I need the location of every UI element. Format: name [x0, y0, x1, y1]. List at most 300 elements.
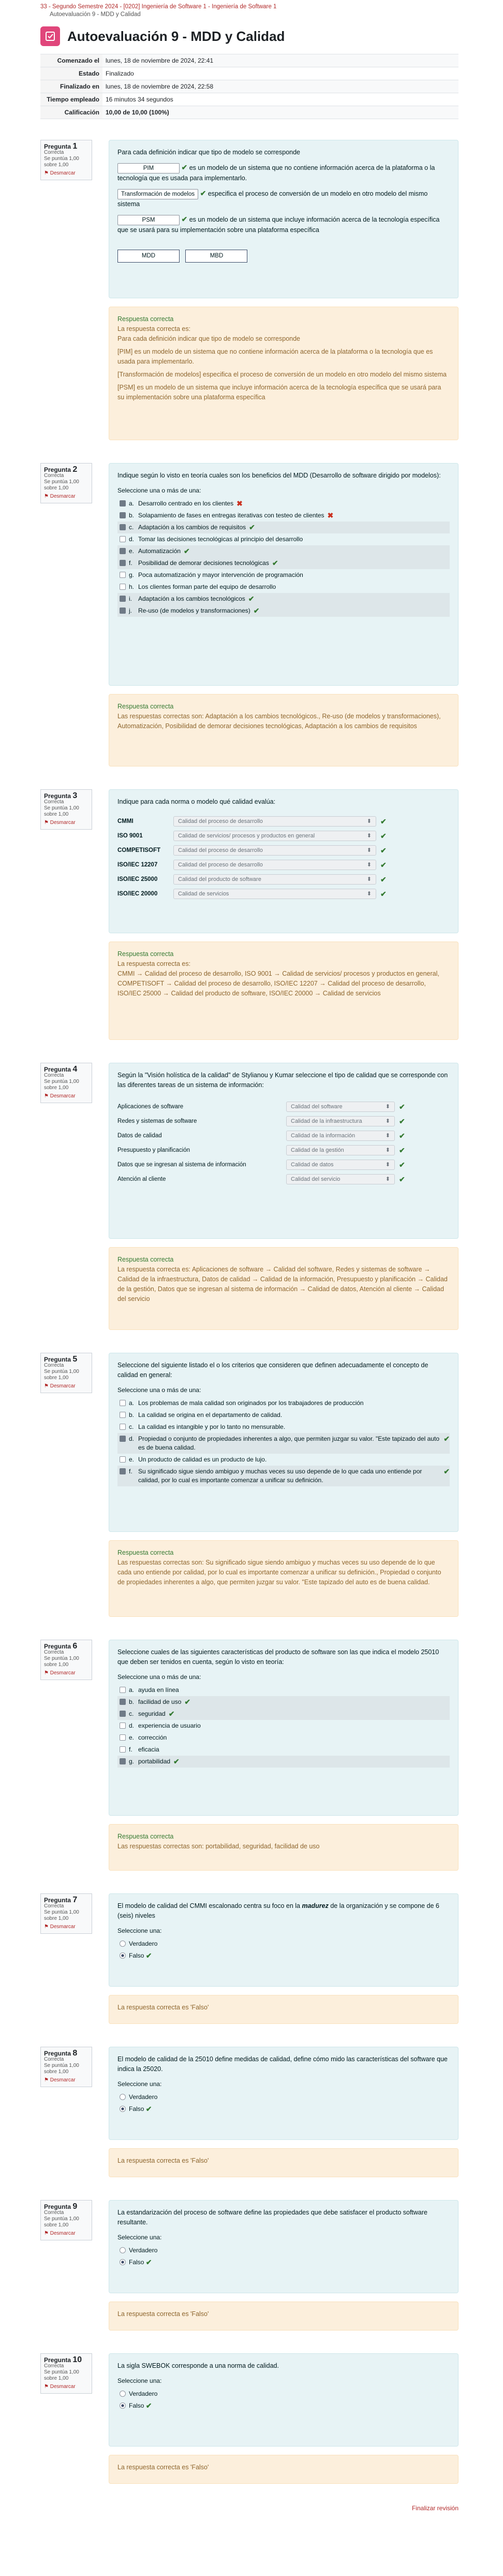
option-e[interactable] [117, 1732, 450, 1744]
question-state: Correcta [44, 2363, 64, 2369]
option-letter: d. [129, 1722, 135, 1729]
option-f[interactable] [117, 1466, 450, 1486]
match-row [117, 858, 450, 872]
question-6 [40, 1640, 458, 1871]
option-false[interactable]: Falso ✔ [117, 2400, 450, 2412]
question-2 [40, 463, 458, 766]
match-select[interactable] [286, 1102, 395, 1112]
question-prompt: Según la "Visión holística de la calidad" de Stylianou y Kumar seleccione el tipo de calidad que se corresponde con las diferentes tareas de un sistema de información: [117, 1072, 448, 1089]
match-label: ISO 9001 [117, 832, 143, 839]
question-1 [40, 140, 458, 440]
question-prompt: La estandarización del proceso de software define las propiedades que debe satisfacer el producto software resultante. [117, 2209, 427, 2226]
option-g[interactable] [117, 1756, 450, 1768]
question-number: Pregunta 6 [44, 1642, 78, 1651]
feedback-text: La respuesta correcta es 'Falso' [117, 2157, 209, 2164]
checkbox[interactable] [120, 1758, 126, 1764]
check-icon: ✔ [145, 2401, 152, 2410]
summary-key: Tiempo empleado [40, 93, 102, 106]
match-select[interactable] [286, 1131, 395, 1141]
match-row [117, 1157, 450, 1172]
match-row [117, 1099, 450, 1114]
drag-home-area [117, 250, 450, 263]
feedback [109, 942, 458, 1040]
select-value: Calidad de la gestión [291, 1147, 344, 1153]
check-icon: ✔ [253, 606, 260, 615]
summary-key: Calificación [40, 106, 102, 119]
option-text: ayuda en línea [138, 1686, 179, 1694]
match-select[interactable] [286, 1174, 395, 1184]
option-i[interactable] [117, 593, 450, 605]
chevron-down-icon: ⬍ [366, 818, 372, 824]
match-row [117, 872, 450, 887]
checkbox[interactable] [120, 1468, 126, 1474]
option-text: Los problemas de mala calidad son originados por los trabajadores de producción [138, 1399, 364, 1407]
match-label: CMMI [117, 818, 134, 824]
question-prompt: Indique para cada norma o modelo qué calidad evalúa: [117, 798, 276, 805]
option-b[interactable] [117, 1409, 450, 1421]
match-select[interactable] [173, 889, 376, 899]
feedback-text: La respuesta correcta es: Aplicaciones de software → Calidad del software, Redes y sistemas de software → Calidad de la infraestructura, Datos de calidad → Calidad de la información, Presupuesto y planificación → Calidad de la gestión, Datos que se ingresan al sistema de información → Calidad de datos, Atención al cliente → Calidad del servicio [117, 1266, 448, 1303]
option-a[interactable] [117, 1397, 450, 1409]
flag-button[interactable]: ⚑ Desmarcar [44, 170, 76, 176]
option-text: Solapamiento de fases en entregas iterativas con testeo de clientes [138, 512, 324, 519]
feedback-text: Para cada definición indicar que tipo de modelo se corresponde [117, 335, 301, 342]
question-info [40, 1640, 92, 1680]
match-select[interactable] [173, 816, 376, 827]
feedback [109, 307, 458, 440]
match-label: COMPETISOFT [117, 847, 161, 853]
option-text: Desarrollo centrado en los clientes [138, 500, 234, 507]
feedback [109, 694, 458, 766]
question-number: Pregunta 9 [44, 2202, 78, 2211]
checkbox[interactable] [120, 1711, 126, 1717]
option-letter: a. [129, 1686, 135, 1694]
option-letter: b. [129, 1411, 135, 1419]
finish-review-link[interactable]: Finalizar revisión [411, 2505, 458, 2512]
checkbox[interactable] [120, 1723, 126, 1729]
option-f[interactable] [117, 1744, 450, 1756]
option-b[interactable] [117, 1696, 450, 1708]
checkbox[interactable] [120, 1436, 126, 1442]
flag-button[interactable]: ⚑ Desmarcar [44, 2384, 76, 2390]
option-letter: a. [129, 500, 135, 507]
checkbox[interactable] [120, 1456, 126, 1463]
drag-item[interactable]: MDD [117, 250, 180, 263]
checkbox[interactable] [120, 1400, 126, 1406]
option-text: La calidad se origina en el departamento de calidad. [138, 1411, 283, 1419]
check-icon: ✔ [380, 875, 387, 884]
question-number: Pregunta 8 [44, 2049, 78, 2058]
question-formulation [109, 789, 458, 933]
feedback-text: [PIM] es un modelo de un sistema que no contiene información acerca de la plataforma o la tecnología que es usada para implementarlo. [117, 348, 433, 365]
option-text: Automatización [138, 547, 181, 555]
match-label: Atención al cliente [117, 1176, 166, 1182]
chevron-down-icon: ⬍ [385, 1147, 390, 1153]
question-info [40, 2047, 92, 2087]
option-c[interactable] [117, 522, 450, 533]
chevron-down-icon: ⬍ [366, 890, 372, 897]
checkbox[interactable] [120, 500, 126, 506]
check-icon: ✔ [399, 1160, 405, 1169]
check-icon: ✔ [399, 1175, 405, 1183]
breadcrumb-current[interactable]: Autoevaluación 9 - MDD y Calidad [50, 11, 141, 18]
option-false[interactable]: Falso ✔ [117, 2256, 450, 2268]
match-label: Datos que se ingresan al sistema de información [117, 1161, 246, 1168]
flag-button[interactable]: ⚑ Desmarcar [44, 494, 76, 499]
select-value: Calidad del software [291, 1103, 343, 1110]
question-score: Se puntúa 1,00 sobre 1,00 [44, 2369, 79, 2381]
check-icon: ✔ [443, 1435, 450, 1443]
question-state: Correcta [44, 1363, 64, 1368]
option-text: portabilidad [138, 1758, 171, 1765]
question-prompt: Para cada definición indicar que tipo de modelo se corresponde [117, 149, 301, 156]
select-value: Calidad de servicios [178, 890, 229, 897]
feedback-title: Respuesta correcta [117, 950, 174, 958]
checkbox[interactable] [120, 1734, 126, 1741]
checkbox[interactable] [120, 596, 126, 602]
question-info [40, 2200, 92, 2240]
question-formulation [109, 463, 458, 686]
feedback-title: Respuesta correcta [117, 1833, 174, 1840]
feedback-line: La respuesta correcta es: [117, 960, 191, 967]
question-prompt: El modelo de calidad del CMMI escalonado centra su foco en la madurez de la organización y se compone de 6 (seis) niveles [117, 1902, 439, 1919]
select-value: Calidad de la información [291, 1132, 356, 1139]
question-number: Pregunta 7 [44, 1895, 78, 1904]
question-number: Pregunta 1 [44, 142, 78, 151]
match-row [117, 1143, 450, 1157]
summary-value: lunes, 18 de noviembre de 2024, 22:58 [102, 80, 458, 93]
match-row [117, 829, 450, 843]
select-label: Seleccione una o más de una: [117, 1673, 201, 1681]
feedback-title: Respuesta correcta [117, 315, 174, 323]
attempt-summary [40, 54, 458, 119]
question-formulation [109, 1893, 458, 1987]
match-label: ISO/IEC 12207 [117, 861, 158, 868]
option-letter: g. [129, 1758, 135, 1765]
chevron-down-icon: ⬍ [366, 832, 372, 839]
question-info [40, 789, 92, 830]
option-letter: j. [129, 607, 132, 614]
question-8 [40, 2047, 458, 2177]
check-icon: ✔ [145, 2258, 152, 2266]
option-text: Tomar las decisiones tecnológicas al principio del desarrollo [138, 536, 303, 543]
question-state: Correcta [44, 799, 64, 805]
check-icon: ✔ [181, 163, 188, 171]
select-value: Calidad del proceso de desarrollo [178, 818, 263, 824]
chevron-down-icon: ⬍ [385, 1132, 390, 1139]
question-state: Correcta [44, 473, 64, 479]
question-text: es un modelo de un sistema que incluye información acerca de la tecnología específica que se usará para su implementación sobre una plataforma específica [117, 216, 440, 234]
feedback [109, 2302, 458, 2331]
question-5 [40, 1353, 458, 1617]
option-false[interactable]: Falso ✔ [117, 2103, 450, 2115]
option-c[interactable] [117, 1708, 450, 1720]
question-prompt: Indique según lo visto en teoría cuales son los beneficios del MDD (Desarrollo de software dirigido por modelos): [117, 472, 441, 479]
checkbox[interactable] [120, 524, 126, 530]
check-icon: ✔ [399, 1131, 405, 1140]
option-c[interactable] [117, 1421, 450, 1433]
option-false[interactable]: Falso ✔ [117, 1950, 450, 1962]
checkbox[interactable] [120, 572, 126, 578]
option-f[interactable] [117, 557, 450, 569]
option-h[interactable] [117, 581, 450, 593]
options-list [117, 1684, 450, 1768]
question-prompt: Seleccione cuales de las siguientes características del producto de software son las que indica el modelo 25010 que deben ser tenidos en cuenta, según lo visto en teoría: [117, 1648, 439, 1666]
breadcrumb [0, 0, 503, 19]
option-text: Propiedad o conjunto de propiedades inherentes a algo, que permiten juzgar su valor. "Este tapizado del auto es de buena calidad. [138, 1435, 439, 1451]
match-row [117, 843, 450, 858]
option-text: Adaptación a los cambios tecnológicos [138, 595, 245, 602]
question-score: Se puntúa 1,00 sobre 1,00 [44, 2063, 79, 2075]
drop-box[interactable]: PIM [117, 163, 180, 173]
option-j[interactable] [117, 605, 450, 617]
question-3 [40, 789, 458, 1040]
select-value: Calidad del proceso de desarrollo [178, 861, 263, 868]
question-number: Pregunta 4 [44, 1065, 78, 1074]
summary-value: lunes, 18 de noviembre de 2024, 22:41 [102, 54, 458, 67]
check-icon: ✔ [380, 817, 387, 826]
question-text: es un modelo de un sistema que no contiene información acerca de la plataforma o la tecnología que es usada para implementarlo. [117, 164, 435, 182]
option-text: Los clientes forman parte del equipo de desarrollo [138, 583, 276, 590]
flag-button[interactable]: ⚑ Desmarcar [44, 2077, 76, 2083]
question-7 [40, 1893, 458, 2024]
check-icon: ✔ [443, 1467, 450, 1475]
option-d[interactable] [117, 1433, 450, 1454]
option-text: corrección [138, 1734, 167, 1741]
option-letter: f. [129, 1468, 132, 1475]
checkbox[interactable] [120, 607, 126, 614]
option-text: Posibilidad de demorar decisiones tecnológicas [138, 559, 269, 567]
feedback [109, 2148, 458, 2177]
question-10 [40, 2353, 458, 2484]
option-letter: i. [129, 595, 132, 602]
question-info [40, 2353, 92, 2394]
option-text: facilidad de uso [138, 1698, 182, 1705]
option-letter: b. [129, 1698, 135, 1705]
match-select[interactable] [173, 874, 376, 885]
option-text: experiencia de usuario [138, 1722, 201, 1729]
question-formulation [109, 1640, 458, 1816]
feedback [109, 1540, 458, 1617]
question-number: Pregunta 3 [44, 791, 78, 800]
option-text: Su significado sigue siendo ambiguo y muchas veces su uso depende de lo que cada uno entiende por calidad, por lo cual es importante comenzar a unificar su definición. [138, 1468, 422, 1484]
select-label: Seleccione una: [117, 2234, 162, 2241]
check-icon: ✔ [399, 1117, 405, 1125]
match-row [117, 887, 450, 901]
check-icon: ✔ [380, 831, 387, 840]
option-e[interactable] [117, 1454, 450, 1466]
breadcrumb-course[interactable]: 33 - Segundo Semestre 2024 - [0202] Ingeniería de Software 1 - Ingeniería de Software 1 [40, 4, 277, 10]
match-select[interactable] [173, 845, 376, 856]
question-formulation [109, 1063, 458, 1239]
question-score: Se puntúa 1,00 sobre 1,00 [44, 1909, 79, 1921]
check-icon: ✔ [248, 595, 255, 603]
option-true[interactable]: Verdadero [117, 2091, 450, 2103]
match-label: Datos de calidad [117, 1132, 162, 1139]
question-info [40, 463, 92, 503]
drag-item[interactable]: MBD [185, 250, 247, 263]
question-state: Correcta [44, 1649, 64, 1655]
check-icon: ✔ [399, 1102, 405, 1111]
question-formulation [109, 2353, 458, 2447]
match-select[interactable] [286, 1145, 395, 1155]
feedback-title: Respuesta correcta [117, 1549, 174, 1556]
checkbox[interactable] [120, 548, 126, 554]
select-label: Seleccione una: [117, 1927, 162, 1934]
option-true[interactable]: Verdadero [117, 1938, 450, 1950]
summary-value: 10,00 de 10,00 (100%) [102, 106, 458, 119]
match-label: Redes y sistemas de software [117, 1118, 197, 1124]
select-value: Calidad del servicio [291, 1176, 341, 1182]
option-text: seguridad [138, 1710, 166, 1717]
cross-icon: ✖ [236, 499, 243, 508]
option-d[interactable] [117, 533, 450, 545]
check-icon: ✔ [380, 846, 387, 855]
match-label: Presupuesto y planificación [117, 1147, 190, 1153]
option-d[interactable] [117, 1720, 450, 1732]
feedback-text: [PSM] es un modelo de un sistema que incluye información acerca de la tecnología específica que se usará para su implementación sobre una plataforma específica [117, 384, 441, 401]
flag-button[interactable]: ⚑ Desmarcar [44, 1383, 76, 1389]
option-text: Adaptación a los cambios de requisitos [138, 524, 246, 531]
option-text: eficacia [138, 1746, 159, 1753]
feedback-title: Respuesta correcta [117, 703, 174, 710]
question-formulation [109, 1353, 458, 1532]
select-label: Seleccione una: [117, 2080, 162, 2088]
summary-key: Finalizado en [40, 80, 102, 93]
summary-value: Finalizado [102, 67, 458, 80]
question-formulation [109, 2047, 458, 2140]
question-prompt: El modelo de calidad de la 25010 define medidas de calidad, define cómo mido las características del software que indica la 25020. [117, 2056, 448, 2073]
match-label: Aplicaciones de software [117, 1103, 184, 1110]
option-a[interactable] [117, 498, 450, 510]
select-value: Calidad del proceso de desarrollo [178, 847, 263, 853]
question-score: Se puntúa 1,00 sobre 1,00 [44, 2216, 79, 2228]
question-state: Correcta [44, 1903, 64, 1909]
question-number: Pregunta 10 [44, 2355, 82, 2364]
option-letter: e. [129, 547, 135, 555]
option-e[interactable] [117, 545, 450, 557]
select-value: Calidad de datos [291, 1161, 334, 1168]
option-letter: c. [129, 1710, 134, 1717]
match-row [117, 1114, 450, 1128]
question-info [40, 1353, 92, 1393]
flag-button[interactable]: ⚑ Desmarcar [44, 1924, 76, 1930]
checkbox[interactable] [120, 584, 126, 590]
page-header [40, 26, 503, 47]
feedback [109, 1995, 458, 2024]
question-state: Correcta [44, 150, 64, 155]
option-letter: c. [129, 524, 134, 531]
option-letter: e. [129, 1734, 135, 1741]
question-number: Pregunta 5 [44, 1355, 78, 1364]
flag-button[interactable]: ⚑ Desmarcar [44, 2231, 76, 2236]
check-icon: ✔ [168, 1710, 175, 1718]
checkbox[interactable] [120, 1746, 126, 1753]
match-select[interactable] [286, 1116, 395, 1126]
question-state: Correcta [44, 2057, 64, 2062]
question-9 [40, 2200, 458, 2331]
check-icon: ✔ [272, 559, 278, 567]
option-text: Poca automatización y mayor intervención de programación [138, 571, 303, 578]
question-score: Se puntúa 1,00 sobre 1,00 [44, 156, 79, 168]
checkbox[interactable] [120, 1699, 126, 1705]
match-row [117, 814, 450, 829]
options-list [117, 1397, 450, 1486]
feedback-text: CMMI → Calidad del proceso de desarrollo, ISO 9001 → Calidad de servicios/ procesos y productos en general, COMPETISOFT → Calidad del proceso de desarrollo, ISO/IEC 12207 → Calidad del proceso de desarrollo, ISO/IEC 25000 → Calidad del producto de software, ISO/IEC 20000 → Calidad de servicios [117, 970, 439, 997]
feedback-title: Respuesta correcta [117, 1256, 174, 1263]
drop-box[interactable]: PSM [117, 215, 180, 225]
match-select[interactable] [173, 860, 376, 870]
option-text: Re-uso (de modelos y transformaciones) [138, 607, 250, 614]
option-true[interactable]: Verdadero [117, 2245, 450, 2256]
feedback [109, 1824, 458, 1871]
check-icon: ✔ [145, 2105, 152, 2113]
checkbox[interactable] [120, 1424, 126, 1430]
quiz-icon [40, 26, 60, 46]
chevron-down-icon: ⬍ [385, 1118, 390, 1124]
match-label: ISO/IEC 20000 [117, 890, 158, 897]
feedback-text: La respuesta correcta es 'Falso' [117, 2004, 209, 2011]
question-number: Pregunta 2 [44, 465, 78, 474]
feedback-text: Las respuestas correctas son: portabilidad, seguridad, facilidad de uso [117, 1843, 320, 1850]
check-icon: ✔ [249, 523, 255, 531]
option-letter: d. [129, 1435, 135, 1442]
question-state: Correcta [44, 1073, 64, 1078]
feedback-text: La respuesta correcta es 'Falso' [117, 2310, 209, 2318]
checkbox[interactable] [120, 536, 126, 542]
check-icon: ✔ [145, 1951, 152, 1960]
match-select[interactable] [173, 831, 376, 841]
question-formulation [109, 2200, 458, 2293]
check-icon: ✔ [380, 860, 387, 869]
option-true[interactable]: Verdadero [117, 2388, 450, 2400]
feedback [109, 2455, 458, 2484]
question-info [40, 140, 92, 180]
chevron-down-icon: ⬍ [385, 1103, 390, 1110]
option-letter: f. [129, 559, 132, 567]
option-g[interactable] [117, 569, 450, 581]
checkbox[interactable] [120, 1412, 126, 1418]
option-b[interactable] [117, 510, 450, 522]
feedback-text: Las respuestas correctas son: Su significado sigue siendo ambiguo y muchas veces su uso depende de lo que cada uno entiende por calidad, por lo cual es importante comenzar a unificar su definición., Propiedad o conjunto de propiedades inherentes a algo, que permiten juzgar su valor. "Este tapizado del auto es de buena calidad. [117, 1559, 441, 1586]
summary-key: Comenzado el [40, 54, 102, 67]
chevron-down-icon: ⬍ [385, 1176, 390, 1182]
option-letter: c. [129, 1423, 134, 1430]
flag-button[interactable]: ⚑ Desmarcar [44, 1670, 76, 1676]
cross-icon: ✖ [327, 511, 334, 519]
option-letter: a. [129, 1399, 135, 1407]
check-icon: ✔ [200, 189, 206, 197]
flag-button[interactable]: ⚑ Desmarcar [44, 1093, 76, 1099]
feedback-text: Las respuestas correctas son: Adaptación a los cambios tecnológicos., Re-uso (de modelos y transformaciones), Automatización, Posibilidad de demorar decisiones tecnológicas, Adaptación a los cambios de requisitos [117, 713, 441, 730]
question-score: Se puntúa 1,00 sobre 1,00 [44, 1369, 79, 1381]
question-score: Se puntúa 1,00 sobre 1,00 [44, 1656, 79, 1668]
flag-button[interactable]: ⚑ Desmarcar [44, 820, 76, 826]
option-letter: b. [129, 512, 135, 519]
question-text: especifica el proceso de conversión de un modelo en otro modelo del mismo sistema [117, 190, 428, 208]
summary-key: Estado [40, 67, 102, 80]
checkbox[interactable] [120, 1687, 126, 1693]
checkbox[interactable] [120, 512, 126, 518]
feedback-line: La respuesta correcta es: [117, 325, 191, 332]
option-letter: g. [129, 571, 135, 578]
checkbox[interactable] [120, 560, 126, 566]
question-info [40, 1063, 92, 1103]
option-a[interactable] [117, 1684, 450, 1696]
drop-box[interactable]: Transformación de modelos [117, 189, 198, 199]
options-list [117, 498, 450, 617]
match-select[interactable] [286, 1160, 395, 1170]
